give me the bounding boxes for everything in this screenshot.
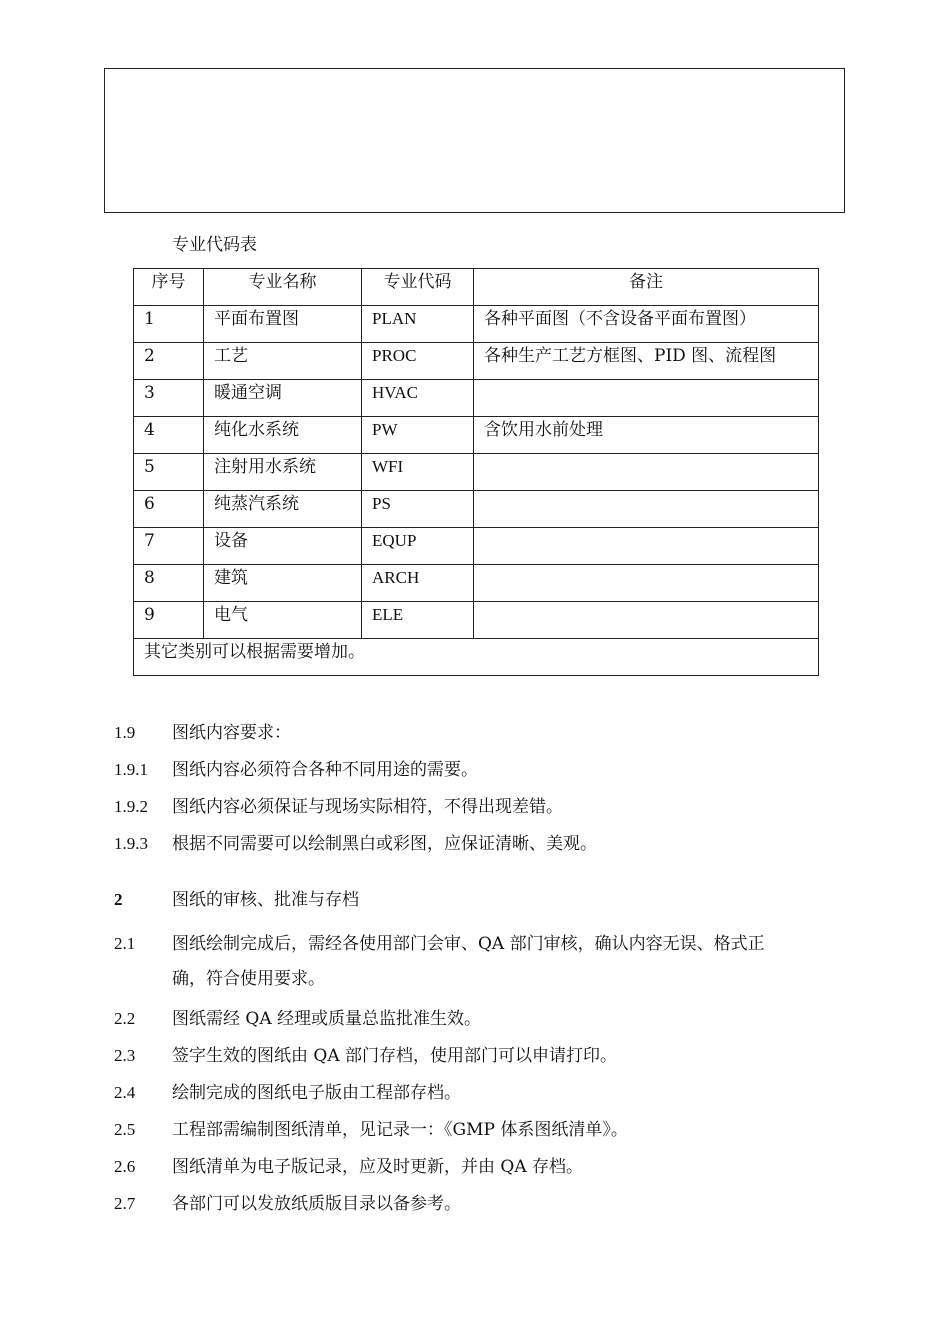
empty-bordered-box — [104, 68, 845, 213]
cell-discipline-name: 暖通空调 — [204, 380, 362, 417]
section-text: 绘制完成的图纸电子版由工程部存档。 — [172, 1083, 461, 1103]
cell-remark: 各种平面图（不含设备平面布置图） — [474, 306, 819, 343]
section-text: 图纸需经 QA 经理或质量总监批准生效。 — [172, 1009, 482, 1029]
cell-remark: 含饮用水前处理 — [474, 417, 819, 454]
cell-discipline-code: PLAN — [362, 306, 474, 343]
cell-discipline-code: HVAC — [362, 380, 474, 417]
table-footer-note: 其它类别可以根据需要增加。 — [134, 639, 819, 676]
cell-remark — [474, 565, 819, 602]
cell-discipline-name: 电气 — [204, 602, 362, 639]
cell-remark — [474, 380, 819, 417]
cell-seq: 8 — [134, 565, 204, 602]
section-text: 图纸绘制完成后，需经各使用部门会审、QA 部门审核，确认内容无误、格式正 — [172, 934, 765, 954]
section-text-continued: 确，符合使用要求。 — [172, 969, 325, 989]
cell-discipline-name: 注射用水系统 — [204, 454, 362, 491]
section-text: 图纸清单为电子版记录，应及时更新，并由 QA 存档。 — [172, 1157, 584, 1177]
cell-discipline-name: 建筑 — [204, 565, 362, 602]
section-text: 各部门可以发放纸质版目录以备参考。 — [172, 1194, 461, 1214]
section-number: 1.9.3 — [114, 834, 148, 853]
cell-discipline-name: 设备 — [204, 528, 362, 565]
table-row — [134, 380, 819, 417]
section-text: 图纸内容必须保证与现场实际相符，不得出现差错。 — [172, 797, 563, 817]
table-row — [134, 565, 819, 602]
cell-discipline-name: 工艺 — [204, 343, 362, 380]
cell-seq: 1 — [134, 306, 204, 343]
table-footer-row — [134, 639, 819, 676]
section-number: 1.9.2 — [114, 797, 148, 816]
cell-discipline-code: EQUP — [362, 528, 474, 565]
table-row — [134, 417, 819, 454]
section-number: 2.5 — [114, 1120, 136, 1139]
cell-seq: 5 — [134, 454, 204, 491]
header-remark: 备注 — [474, 269, 819, 306]
cell-remark: 各种生产工艺方框图、PID 图、流程图 — [474, 343, 819, 380]
cell-seq: 3 — [134, 380, 204, 417]
table-row — [134, 602, 819, 639]
section-text: 根据不同需要可以绘制黑白或彩图，应保证清晰、美观。 — [172, 834, 597, 854]
cell-seq: 4 — [134, 417, 204, 454]
cell-seq: 6 — [134, 491, 204, 528]
discipline-code-table — [133, 268, 819, 676]
cell-remark — [474, 454, 819, 491]
cell-discipline-code: ELE — [362, 602, 474, 639]
cell-remark — [474, 602, 819, 639]
section-number: 2.1 — [114, 934, 136, 953]
cell-discipline-code: WFI — [362, 454, 474, 491]
section-text: 图纸内容要求： — [172, 723, 291, 743]
section-number: 2.2 — [114, 1009, 136, 1028]
cell-remark — [474, 528, 819, 565]
table-header-row — [134, 269, 819, 306]
cell-discipline-code: PW — [362, 417, 474, 454]
section-number: 2 — [114, 890, 123, 909]
cell-discipline-name: 平面布置图 — [204, 306, 362, 343]
cell-seq: 7 — [134, 528, 204, 565]
table-row — [134, 491, 819, 528]
section-number: 1.9.1 — [114, 760, 148, 779]
cell-discipline-code: ARCH — [362, 565, 474, 602]
section-number: 2.6 — [114, 1157, 136, 1176]
table-row — [134, 454, 819, 491]
header-discipline-code: 专业代码 — [362, 269, 474, 306]
table-row — [134, 528, 819, 565]
cell-discipline-name: 纯蒸汽系统 — [204, 491, 362, 528]
header-discipline-name: 专业名称 — [204, 269, 362, 306]
section-number: 2.4 — [114, 1083, 136, 1102]
section-number: 2.7 — [114, 1194, 136, 1213]
section-number: 1.9 — [114, 723, 136, 742]
section-text: 图纸内容必须符合各种不同用途的需要。 — [172, 760, 478, 780]
table-caption: 专业代码表 — [172, 235, 257, 255]
table-row — [134, 306, 819, 343]
cell-discipline-name: 纯化水系统 — [204, 417, 362, 454]
table-row — [134, 343, 819, 380]
cell-discipline-code: PS — [362, 491, 474, 528]
header-seq: 序号 — [134, 269, 204, 306]
section-number: 2.3 — [114, 1046, 136, 1065]
cell-seq: 9 — [134, 602, 204, 639]
cell-remark — [474, 491, 819, 528]
section-text: 图纸的审核、批准与存档 — [172, 890, 359, 910]
cell-seq: 2 — [134, 343, 204, 380]
section-text: 签字生效的图纸由 QA 部门存档，使用部门可以申请打印。 — [172, 1046, 618, 1066]
cell-discipline-code: PROC — [362, 343, 474, 380]
section-text: 工程部需编制图纸清单，见记录一：《GMP 体系图纸清单》。 — [172, 1120, 628, 1140]
